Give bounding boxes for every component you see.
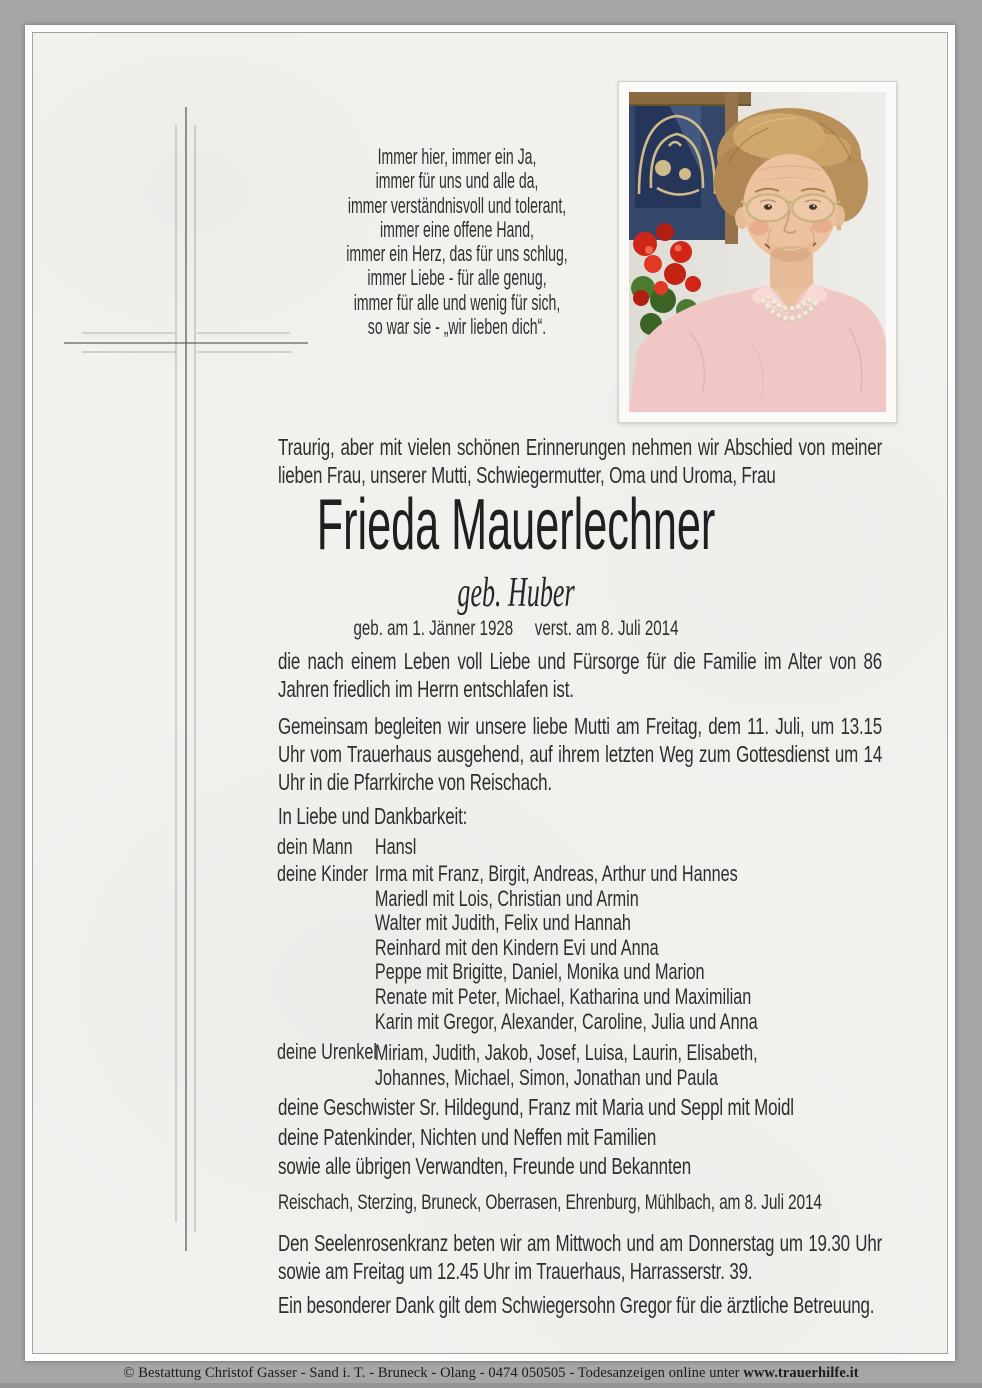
siblings-line: deine Geschwister Sr. Hildegund, Franz mit Maria und Seppl mit Moidl (278, 1094, 794, 1120)
poem-line: immer ein Herz, das für uns schlug, (346, 241, 568, 267)
footer-link[interactable]: www.trauerhilfe.it (743, 1365, 859, 1381)
life-dates (264, 617, 768, 641)
birth-date: geb. am 1. Jänner 1928 (353, 617, 514, 640)
poem-line: immer für alle und wenig für sich, (353, 289, 561, 315)
great-grandchildren-label: deine Urenkel (277, 1039, 377, 1064)
rosary-paragraph: Den Seelenrosenkranz beten wir am Mittwoch und am Donnerstag um 19.30 Uhr sowie am Freitag um 12.45 Uhr im Trauerhaus, Harrasserstr. 39. (278, 1230, 883, 1284)
footer-credit-text: © Bestattung Christof Gasser - Sand i. T. - Bruneck - Olang - 0474 050505 - Todesanzeigen online unter (123, 1365, 744, 1381)
poem-line: so war sie - „wir lieben dich“. (367, 314, 547, 340)
bottom-edge-strip (0, 1383, 982, 1388)
death-date: verst. am 8. Juli 2014 (534, 617, 679, 640)
places-date-line: Reischach, Sterzing, Bruneck, Oberrasen, Ehrenburg, Mühlbach, am 8. Juli 2014 (278, 1190, 822, 1214)
child-line: Mariedl mit Lois, Christian und Armin (374, 885, 639, 911)
thanks-paragraph: Ein besonderer Dank gilt dem Schwiegersohn Gregor für die ärztliche Betreuung. (278, 1292, 875, 1318)
funeral-paragraph: Gemeinsam begleiten wir unsere liebe Mutti am Freitag, dem 11. Juli, um 13.15 Uhr vom Trauerhaus ausgehend, auf ihrem letzten Weg zum Gottesdienst um 14 Uhr in die Pfarrkirche von Reischach. (278, 713, 883, 795)
memorial-poem (297, 145, 617, 339)
portrait-illustration (629, 92, 886, 412)
child-line: Peppe mit Brigitte, Daniel, Monika und Marion (374, 959, 705, 985)
husband-label: dein Mann (277, 834, 353, 859)
portrait-photo (618, 81, 897, 423)
obituary-paper (25, 25, 955, 1361)
poem-line: immer Liebe - für alle genug, (367, 265, 547, 291)
deceased-name: Frieda Mauerlechner (316, 485, 716, 565)
earring (837, 226, 842, 231)
maiden-name: geb. Huber (457, 570, 575, 616)
gratitude-heading: In Liebe und Dankbarkeit: (278, 803, 468, 829)
godchildren-line: deine Patenkinder, Nichten und Neffen mit Familien (278, 1124, 657, 1150)
child-line: Karin mit Gregor, Alexander, Caroline, Julia und Anna (374, 1008, 758, 1034)
children-label: deine Kinder (277, 861, 368, 886)
poem-line: immer eine offene Hand, (380, 216, 534, 242)
poem-line: immer für uns und alle da, (375, 168, 539, 194)
neck-shadow (771, 246, 811, 262)
passing-paragraph: die nach einem Leben voll Liebe und Fürsorge für die Familie im Alter von 86 Jahren friedlich im Herrn entschlafen ist. (278, 648, 883, 702)
intro-paragraph: Traurig, aber mit vielen schönen Erinnerungen nehmen wir Abschied von meiner lieben Frau, unserer Mutti, Schwiegermutter, Oma und Uroma, Frau (278, 434, 883, 488)
child-line: Renate mit Peter, Michael, Katharina und Maximilian (374, 983, 752, 1009)
child-line: Walter mit Judith, Felix und Hannah (374, 910, 631, 936)
child-line: Irma mit Franz, Birgit, Andreas, Arthur und Hannes (374, 861, 738, 886)
poem-line: Immer hier, immer ein Ja, (377, 144, 537, 169)
child-line: Reinhard mit den Kindern Evi und Anna (374, 934, 659, 960)
footer-credit (0, 1364, 982, 1382)
husband-name: Hansl (374, 834, 417, 859)
poem-line: immer verständnisvoll und tolerant, (347, 192, 567, 218)
great-grandchild-line: Miriam, Judith, Jakob, Josef, Luisa, Laurin, Elisabeth, (374, 1040, 758, 1065)
relatives-line: sowie alle übrigen Verwandten, Freunde und Bekannten (278, 1153, 691, 1179)
great-grandchild-line: Johannes, Michael, Simon, Jonathan und Paula (374, 1065, 719, 1090)
